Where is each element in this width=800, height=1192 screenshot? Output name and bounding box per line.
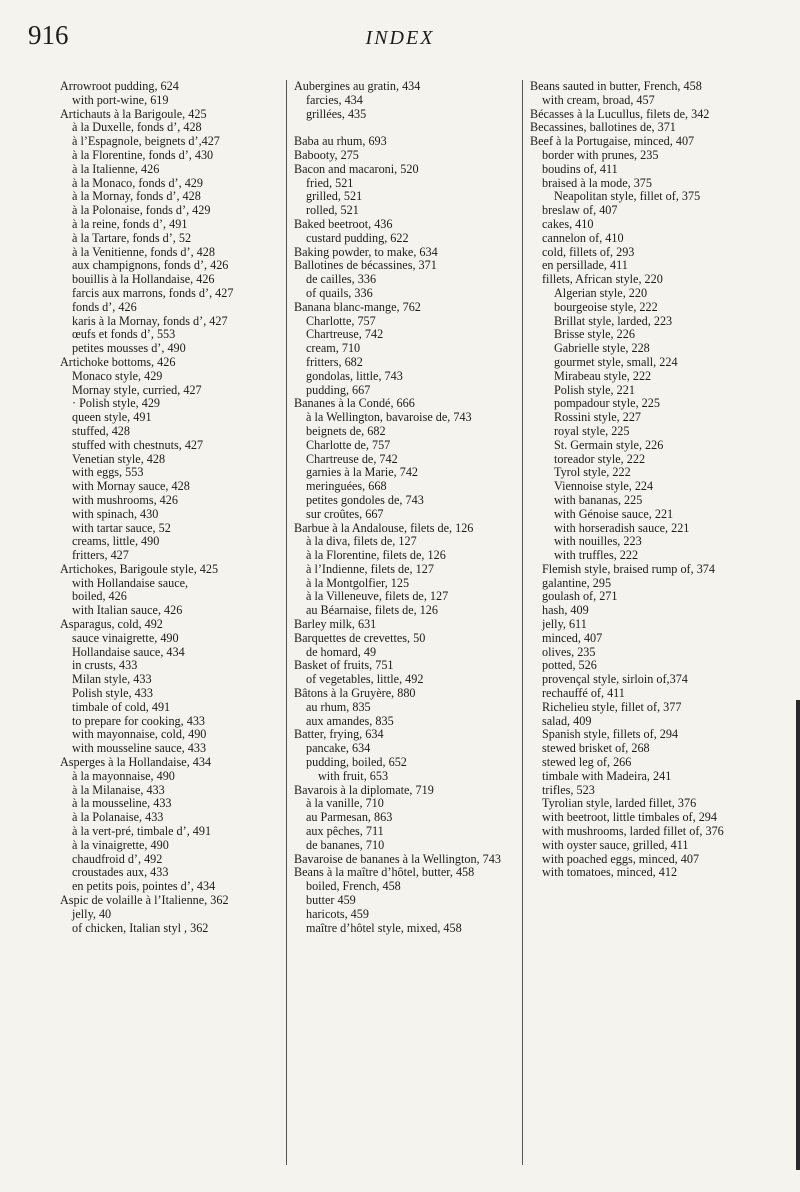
index-entry: Babooty, 275	[294, 147, 359, 162]
index-subentry: gondolas, little, 743	[306, 368, 403, 383]
index-entry: Bacon and macaroni, 520	[294, 161, 419, 176]
index-entry: Bécasses à la Lucullus, filets de, 342	[530, 106, 710, 121]
index-subentry: olives, 235	[542, 644, 596, 659]
index-subentry: gourmet style, small, 224	[554, 354, 678, 369]
index-subentry: aux pêches, 711	[306, 824, 384, 839]
index-entry: Arrowroot pudding, 624	[60, 79, 179, 93]
index-entry: Barquettes de crevettes, 50	[294, 630, 426, 645]
index-subentry: à la Venitienne, fonds d’, 428	[72, 244, 215, 259]
index-entry: Banana blanc-mange, 762	[294, 299, 421, 314]
index-subentry: aux champignons, fonds d’, 426	[72, 258, 229, 273]
index-subentry: meringuées, 668	[306, 479, 387, 494]
index-subentry: sur croûtes, 667	[306, 506, 384, 521]
index-subentry: œufs et fonds d’, 553	[72, 327, 176, 342]
index-subentry: timbale with Madeira, 241	[542, 768, 672, 783]
index-subentry: à la Polanaise, 433	[72, 810, 164, 825]
index-subentry: à la vanille, 710	[306, 796, 384, 811]
index-column-1	[60, 80, 284, 935]
index-subentry: farcis aux marrons, fonds d’, 427	[72, 285, 234, 300]
index-subentry: Milan style, 433	[72, 672, 152, 687]
index-subentry: à la Tartare, fonds d’, 52	[72, 230, 192, 245]
index-entry: Asperges à la Hollandaise, 434	[60, 755, 212, 770]
index-subentry: Tyrol style, 222	[554, 465, 631, 480]
index-subentry: stuffed, 428	[72, 423, 130, 438]
index-subentry: with mushrooms, 426	[72, 492, 178, 507]
index-subentry: with oyster sauce, grilled, 411	[542, 837, 689, 852]
index-subentry: Brisse style, 226	[554, 327, 635, 342]
index-subentry: Neapolitan style, fillet of, 375	[554, 189, 701, 204]
index-subentry: de homard, 49	[306, 644, 377, 659]
index-subentry: fonds d’, 426	[72, 299, 137, 314]
index-subentry: à la Polonaise, fonds d’, 429	[72, 203, 211, 218]
index-subentry: à la Milanaise, 433	[72, 782, 165, 797]
index-subentry: with beetroot, little timbales of, 294	[542, 810, 717, 825]
index-subentry: butter 459	[306, 893, 356, 908]
index-entry: Aubergines au gratin, 434	[294, 79, 421, 93]
index-subentry: potted, 526	[542, 658, 597, 673]
index-subentry: à la Italienne, 426	[72, 161, 160, 176]
index-subentry: aux amandes, 835	[306, 713, 394, 728]
index-subentry: croustades aux, 433	[72, 865, 169, 880]
index-subentry: galantine, 295	[542, 575, 612, 590]
index-entry: Baba au rhum, 693	[294, 134, 387, 149]
index-subentry: with Génoise sauce, 221	[554, 506, 674, 521]
index-subentry: Monaco style, 429	[72, 368, 163, 383]
index-subentry: with nouilles, 223	[554, 534, 642, 549]
index-subentry: à la Villeneuve, filets de, 127	[306, 589, 449, 604]
index-subentry: Charlotte, 757	[306, 313, 376, 328]
running-header: INDEX	[365, 27, 435, 49]
index-subentry: with mushrooms, larded fillet of, 376	[542, 824, 724, 839]
index-subentry: jelly, 611	[542, 617, 587, 632]
index-subentry: Brillat style, larded, 223	[554, 313, 673, 328]
index-subentry: of quails, 336	[306, 285, 373, 300]
index-subentry: à la Monaco, fonds d’, 429	[72, 175, 203, 190]
index-subentry: in crusts, 433	[72, 658, 138, 673]
index-entry: Batter, frying, 634	[294, 727, 384, 742]
index-subentry: of chicken, Italian styl , 362	[72, 920, 209, 935]
index-subentry: with eggs, 553	[72, 465, 144, 480]
index-subentry: boudins of, 411	[542, 161, 618, 176]
index-subentry: Polish style, 433	[72, 686, 153, 701]
index-entry: Baking powder, to make, 634	[294, 244, 438, 259]
index-subentry: Hollandaise sauce, 434	[72, 644, 185, 659]
index-subentry: en petits pois, pointes d’, 434	[72, 879, 216, 894]
index-subentry: en persillade, 411	[542, 258, 628, 273]
index-subentry: au Parmesan, 863	[306, 810, 393, 825]
page-edge-shadow	[796, 700, 800, 1170]
index-subentry: à la Florentine, fonds d’, 430	[72, 147, 214, 162]
index-subentry: custard pudding, 622	[306, 230, 409, 245]
index-subentry: with tomatoes, minced, 412	[542, 865, 678, 880]
index-subentry: garnies à la Marie, 742	[306, 465, 419, 480]
index-entry: Beef à la Portugaise, minced, 407	[530, 134, 695, 149]
index-subentry: à la Wellington, bavaroise de, 743	[306, 410, 472, 425]
index-subentry: à l’Indienne, filets de, 127	[306, 561, 434, 576]
index-subentry: St. Germain style, 226	[554, 437, 664, 452]
index-entry: Beans sauted in butter, French, 458	[530, 79, 702, 93]
index-subentry: cakes, 410	[542, 216, 594, 231]
index-subentry: à la Montgolfier, 125	[306, 575, 410, 590]
index-subentry: Gabrielle style, 228	[554, 341, 650, 356]
index-subentry: cannelon of, 410	[542, 230, 624, 245]
column-rule	[286, 80, 287, 1165]
index-subentry: with fruit, 653	[318, 768, 389, 783]
index-subentry: Charlotte de, 757	[306, 437, 391, 452]
index-subentry: Mornay style, curried, 427	[72, 382, 202, 397]
index-subentry: minced, 407	[542, 630, 603, 645]
index-subentry: with mayonnaise, cold, 490	[72, 727, 207, 742]
index-subentry: rechauffé of, 411	[542, 686, 625, 701]
index-subentry: Tyrolian style, larded fillet, 376	[542, 796, 697, 811]
page-number: 916	[28, 20, 69, 50]
index-subentry: à la Florentine, filets de, 126	[306, 548, 446, 563]
index-subentry: à la vert-pré, timbale d’, 491	[72, 824, 212, 839]
index-subentry: Richelieu style, fillet of, 377	[542, 699, 682, 714]
index-subentry: · Polish style, 429	[72, 396, 161, 411]
index-subentry: grilled, 521	[306, 189, 363, 204]
index-subentry: pudding, 667	[306, 382, 371, 397]
index-subentry: à l’Espagnole, beignets d’,427	[72, 134, 220, 149]
index-subentry: goulash of, 271	[542, 589, 618, 604]
index-column-3	[530, 80, 772, 880]
index-subentry: to prepare for cooking, 433	[72, 713, 206, 728]
index-subentry: with poached eggs, minced, 407	[542, 851, 700, 866]
index-subentry: Algerian style, 220	[554, 285, 648, 300]
index-subentry: cream, 710	[306, 341, 361, 356]
index-subentry: fritters, 682	[306, 354, 363, 369]
index-subentry: braised à la mode, 375	[542, 175, 652, 190]
index-entry: Bavarois à la diplomate, 719	[294, 782, 434, 797]
index-subentry: hash, 409	[542, 603, 589, 618]
index-subentry: with truffles, 222	[554, 548, 639, 563]
index-entry: Bâtons à la Gruyère, 880	[294, 686, 416, 701]
index-entry: Barley milk, 631	[294, 617, 377, 632]
index-entry: Becassines, ballotines de, 371	[530, 120, 676, 135]
index-subentry: pancake, 634	[306, 741, 371, 756]
index-subentry: rolled, 521	[306, 203, 359, 218]
index-subentry: karis à la Mornay, fonds d’, 427	[72, 313, 228, 328]
index-subentry: boiled, French, 458	[306, 879, 401, 894]
index-subentry: fried, 521	[306, 175, 354, 190]
index-subentry: trifles, 523	[542, 782, 595, 797]
index-subentry: petites mousses d’, 490	[72, 341, 186, 356]
index-entry	[294, 121, 526, 135]
index-subentry: royal style, 225	[554, 423, 630, 438]
index-subentry: Polish style, 221	[554, 382, 635, 397]
index-subentry: creams, little, 490	[72, 534, 160, 549]
index-subentry: grillées, 435	[306, 106, 367, 121]
index-subentry: Viennoise style, 224	[554, 479, 654, 494]
index-subentry: provençal style, sirloin of,374	[542, 672, 688, 687]
index-subentry: of vegetables, little, 492	[306, 672, 424, 687]
index-subentry: à la Mornay, fonds d’, 428	[72, 189, 201, 204]
index-subentry: with Italian sauce, 426	[72, 603, 183, 618]
index-subentry: à la mayonnaise, 490	[72, 768, 175, 783]
index-subentry: au rhum, 835	[306, 699, 371, 714]
index-entry: Barbue à la Andalouse, filets de, 126	[294, 520, 474, 535]
index-subentry: with Hollandaise sauce,	[72, 575, 189, 590]
index-subentry: pompadour style, 225	[554, 396, 660, 411]
index-entry: Artichauts à la Barigoule, 425	[60, 106, 207, 121]
index-subentry: with spinach, 430	[72, 506, 159, 521]
index-entry: Artichokes, Barigoule style, 425	[60, 561, 219, 576]
index-subentry: bouillis à la Hollandaise, 426	[72, 272, 215, 287]
index-subentry: Flemish style, braised rump of, 374	[542, 561, 715, 576]
index-subentry: breslaw of, 407	[542, 203, 618, 218]
index-subentry: toreador style, 222	[554, 451, 646, 466]
index-subentry: stewed brisket of, 268	[542, 741, 650, 756]
index-subentry: chaudfroid d’, 492	[72, 851, 163, 866]
index-subentry: bourgeoise style, 222	[554, 299, 658, 314]
index-subentry: border with prunes, 235	[542, 147, 659, 162]
index-subentry: de cailles, 336	[306, 272, 377, 287]
index-entry: Baked beetroot, 436	[294, 216, 393, 231]
index-subentry: salad, 409	[542, 713, 592, 728]
index-entry: Artichoke bottoms, 426	[60, 354, 176, 369]
column-rule	[522, 80, 523, 1165]
index-subentry: jelly, 40	[72, 906, 112, 921]
index-subentry: à la reine, fonds d’, 491	[72, 216, 188, 231]
index-entry: Asparagus, cold, 492	[60, 617, 163, 632]
index-subentry: à la vinaigrette, 490	[72, 837, 169, 852]
index-subentry: à la Duxelle, fonds d’, 428	[72, 120, 202, 135]
index-subentry: Mirabeau style, 222	[554, 368, 652, 383]
index-subentry: with mousseline sauce, 433	[72, 741, 207, 756]
index-subentry: beignets de, 682	[306, 423, 386, 438]
index-subentry: with bananas, 225	[554, 492, 643, 507]
index-subentry: stuffed with chestnuts, 427	[72, 437, 204, 452]
index-entry: Bavaroise de bananes à la Wellington, 743	[294, 851, 501, 866]
index-subentry: with Mornay sauce, 428	[72, 479, 190, 494]
index-subentry: with cream, broad, 457	[542, 92, 655, 107]
index-subentry: with tartar sauce, 52	[72, 520, 171, 535]
index-entry: Beans à la maître d’hôtel, butter, 458	[294, 865, 475, 880]
index-subentry: Chartreuse de, 742	[306, 451, 398, 466]
index-entry: Basket of fruits, 751	[294, 658, 394, 673]
index-subentry: boiled, 426	[72, 589, 127, 604]
index-subentry: fillets, African style, 220	[542, 272, 663, 287]
index-entry: Ballotines de bécassines, 371	[294, 258, 437, 273]
index-subentry: maître d’hôtel style, mixed, 458	[306, 920, 462, 935]
index-subentry: à la diva, filets de, 127	[306, 534, 417, 549]
index-subentry: Rossini style, 227	[554, 410, 642, 425]
index-subentry: sauce vinaigrette, 490	[72, 630, 179, 645]
index-subentry: cold, fillets of, 293	[542, 244, 635, 259]
index-subentry: timbale of cold, 491	[72, 699, 171, 714]
index-subentry: with horseradish sauce, 221	[554, 520, 690, 535]
index-subentry: Spanish style, fillets of, 294	[542, 727, 679, 742]
index-subentry: fritters, 427	[72, 548, 129, 563]
index-subentry: petites gondoles de, 743	[306, 492, 424, 507]
index-subentry: haricots, 459	[306, 906, 369, 921]
index-entry: Bananes à la Condé, 666	[294, 396, 415, 411]
index-subentry: de bananes, 710	[306, 837, 385, 852]
index-subentry: stewed leg of, 266	[542, 755, 632, 770]
index-subentry: queen style, 491	[72, 410, 152, 425]
index-column-2	[294, 80, 526, 935]
index-subentry: farcies, 434	[306, 92, 363, 107]
index-entry: Aspic de volaille à l’Italienne, 362	[60, 893, 229, 908]
index-subentry: au Béarnaise, filets de, 126	[306, 603, 438, 618]
index-subentry: with port-wine, 619	[72, 92, 169, 107]
index-subentry: Chartreuse, 742	[306, 327, 384, 342]
index-subentry: pudding, boiled, 652	[306, 755, 407, 770]
index-subentry: Venetian style, 428	[72, 451, 166, 466]
index-subentry: à la mousseline, 433	[72, 796, 172, 811]
